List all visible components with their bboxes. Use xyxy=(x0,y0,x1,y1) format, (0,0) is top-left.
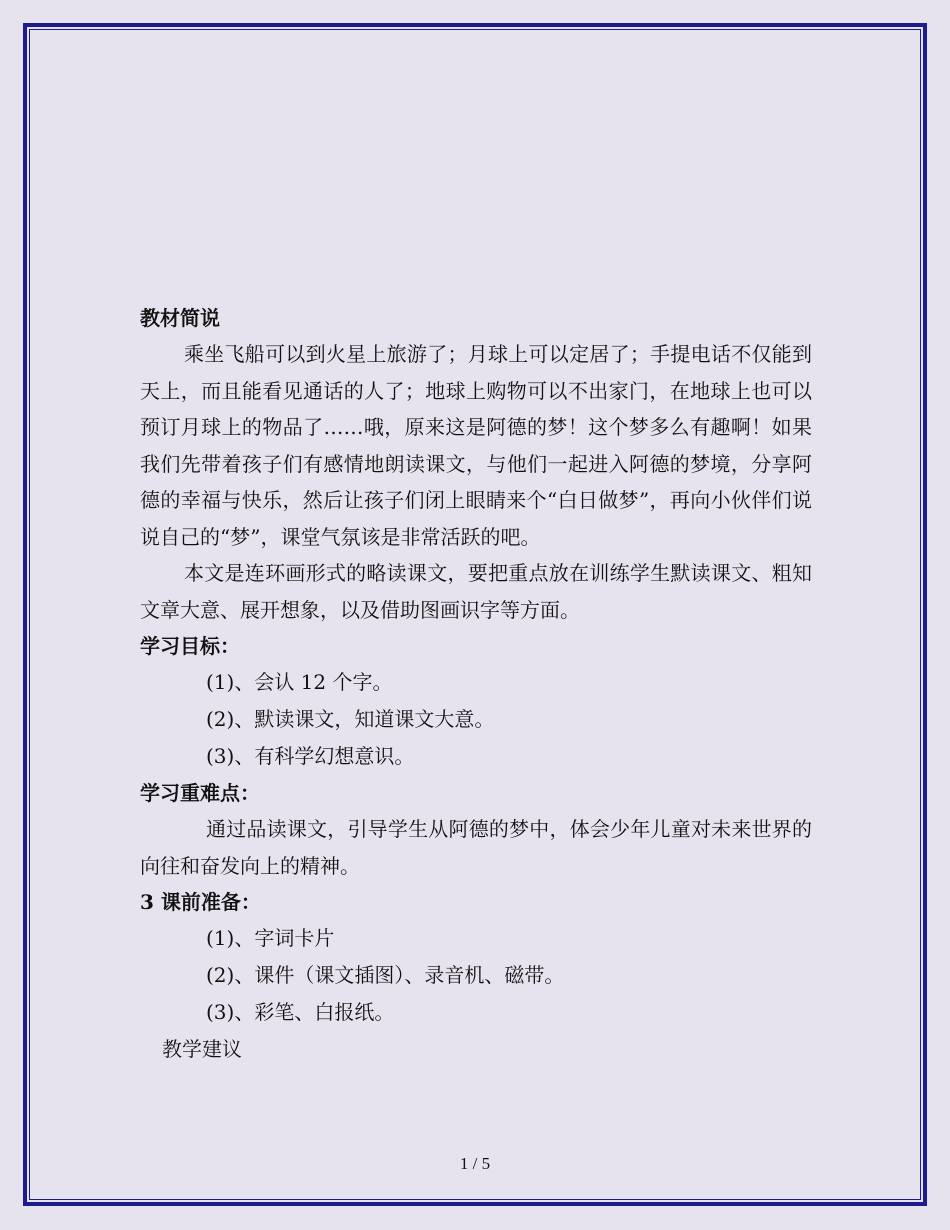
page-number: 1 / 5 xyxy=(459,1154,491,1173)
preparation-item-2: (2)、课件（课文插图）、录音机、磁带。 xyxy=(206,963,565,987)
section-title-key-points: 学习重难点： xyxy=(140,781,260,805)
key-points-paragraph: 通过品读课文，引导学生从阿德的梦中，体会少年儿童对未来世界的向往和奋发向上的精神。 xyxy=(140,817,812,878)
preparation-item-3: (3)、彩笔、白报纸。 xyxy=(206,1000,395,1024)
intro-paragraph-2: 本文是连环画形式的略读课文，要把重点放在训练学生默读课文、粗知文章大意、展开想象，以及借助图画识字等方面。 xyxy=(140,561,812,622)
intro-paragraph-1: 乘坐飞船可以到火星上旅游了；月球上可以定居了；手提电话不仅能到天上，而且能看见通话的人了；地球上购物可以不出家门，在地球上也可以预订月球上的物品了……哦，原来这是阿德的梦！这个梦多么有趣啊！如果我们先带着孩子们有感情地朗读课文，与他们一起进入阿德的梦境，分享阿德的幸福与快乐，然后让孩子们闭上眼睛来个“白日做梦”，再向小伙伴们说说自己的“梦”，课堂气氛该是非常活跃的吧。 xyxy=(140,342,812,549)
preparation-item-1: (1)、字词卡片 xyxy=(206,926,335,950)
section-title-goals: 学习目标： xyxy=(140,634,240,658)
section-title-preparation: 3 课前准备： xyxy=(140,890,261,914)
goal-item-2: (2)、默读课文，知道课文大意。 xyxy=(206,707,495,731)
section-title-intro: 教材简说 xyxy=(140,306,220,330)
document-body xyxy=(140,300,812,1068)
section-title-suggestions: 教学建议 xyxy=(162,1037,242,1061)
goal-item-1: (1)、会认 12 个字。 xyxy=(206,670,393,694)
goal-item-3: (3)、有科学幻想意识。 xyxy=(206,744,415,768)
